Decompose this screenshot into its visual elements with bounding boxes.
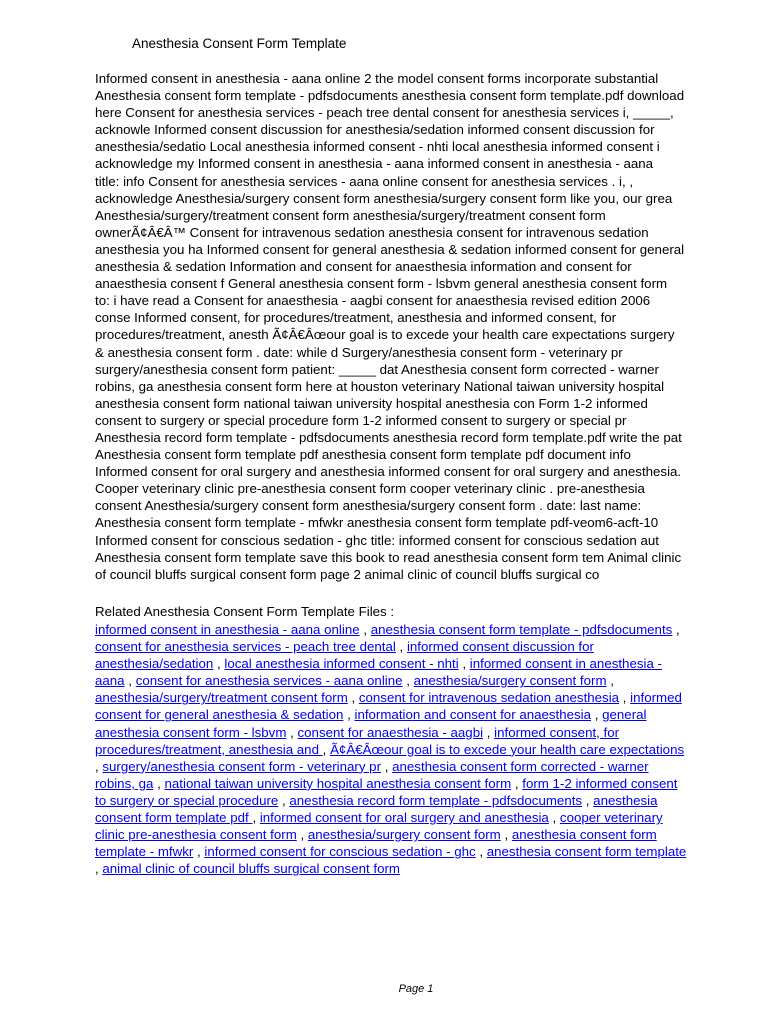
- related-file-link[interactable]: national taiwan university hospital anesthesia consent form: [164, 775, 512, 791]
- link-separator: ,: [278, 792, 290, 808]
- body-line: anesthesia you ha Informed consent for general anesthesia & sedation informed consent for general: [95, 241, 685, 257]
- body-line: ownerÃ¢Â€Â™ Consent for intravenous sedation anesthesia consent for intravenous sedation: [95, 224, 649, 240]
- related-file-link[interactable]: informed consent discussion for: [406, 639, 594, 655]
- related-file-link[interactable]: form 1-2 informed consent: [522, 775, 678, 791]
- related-file-link[interactable]: informed consent, for: [494, 724, 620, 740]
- link-line: [95, 655, 735, 672]
- related-file-link[interactable]: aana: [95, 673, 125, 689]
- link-separator: ,: [582, 792, 594, 808]
- related-file-link[interactable]: animal clinic of council bluffs surgical consent form: [102, 861, 400, 877]
- link-separator: ,: [286, 724, 298, 740]
- body-line: Informed consent in anesthesia - aana online 2 the model consent forms incorporate substantial: [95, 71, 659, 86]
- related-file-link[interactable]: anesthesia consent form - lsbvm: [95, 724, 287, 740]
- related-file-link[interactable]: consent for intravenous sedation anesthesia: [358, 690, 620, 706]
- body-line: Anesthesia consent form template - mfwkr anesthesia consent form template pdf-veom6-acft-10: [95, 515, 659, 531]
- related-file-link[interactable]: information and consent for anaesthesia: [354, 707, 592, 723]
- related-file-link[interactable]: anesthesia consent form corrected - warner: [392, 758, 649, 774]
- link-separator: ,: [95, 758, 103, 774]
- body-line: robins, ga anesthesia consent form here at houston veterinary National taiwan university hospital: [95, 378, 665, 394]
- link-line: [95, 809, 735, 826]
- link-separator: ,: [402, 673, 414, 689]
- related-file-link[interactable]: template - mfwkr: [95, 844, 194, 860]
- body-line: surgery/anesthesia consent form patient: _____ dat Anesthesia consent form corrected - warner: [95, 361, 659, 377]
- related-file-link[interactable]: clinic pre-anesthesia consent form: [95, 827, 297, 843]
- body-line: anesthesia consent form national taiwan university hospital anesthesia con Form 1-2 informed: [95, 395, 648, 411]
- related-file-link[interactable]: informed consent in anesthesia -: [469, 656, 662, 672]
- related-file-link[interactable]: anesthesia/surgery consent form: [413, 673, 607, 689]
- body-line: & anesthesia consent form . date: while d Surgery/anesthesia consent form - veterinary pr: [95, 344, 623, 360]
- related-file-link[interactable]: informed consent for conscious sedation - ghc: [204, 844, 476, 860]
- body-line: to: i have read a Consent for anaesthesia - aagbi consent for anaesthesia revised edition 2006: [95, 293, 651, 309]
- related-files-heading: Related Anesthesia Consent Form Template Files :: [95, 604, 395, 619]
- body-line: acknowle Informed consent discussion for anesthesia/sedation informed consent discussion for: [95, 122, 655, 138]
- related-file-link[interactable]: robins, ga: [95, 775, 154, 791]
- body-line: title: info Consent for anesthesia services - aana online consent for anesthesia services . i, ,: [95, 173, 634, 189]
- link-separator: ,: [153, 775, 165, 791]
- body-line: anesthesia/sedatio Local anesthesia informed consent - nhti local anesthesia informed consent i: [95, 139, 660, 155]
- link-separator: ,: [483, 724, 495, 740]
- related-files-links: [95, 621, 735, 877]
- link-line: [95, 689, 735, 706]
- link-line: [95, 724, 735, 741]
- related-file-link[interactable]: anesthesia consent form template - pdfsdocuments: [370, 622, 673, 637]
- page-number: Page 1: [398, 983, 434, 995]
- related-file-link[interactable]: anesthesia record form template - pdfsdocuments: [289, 792, 583, 808]
- link-separator: ,: [591, 707, 603, 723]
- link-separator: ,: [95, 861, 103, 877]
- body-line: Anesthesia record form template - pdfsdocuments anesthesia record form template.pdf write the pat: [95, 429, 682, 445]
- link-separator: ,: [606, 673, 614, 689]
- link-line: [95, 758, 735, 775]
- document-body: [95, 70, 735, 583]
- body-line: of council bluffs surgical consent form page 2 animal clinic of council bluffs surgical co: [95, 566, 600, 582]
- related-file-link[interactable]: local anesthesia informed consent - nhti: [224, 656, 459, 672]
- related-file-link[interactable]: anesthesia/surgery/treatment consent form: [95, 690, 348, 706]
- related-file-link[interactable]: anesthesia/sedation: [95, 656, 214, 672]
- related-file-link[interactable]: anesthesia: [593, 792, 658, 808]
- related-file-link[interactable]: consent for anaesthesia - aagbi: [297, 724, 484, 740]
- link-separator: ,: [381, 758, 393, 774]
- link-separator: ,: [395, 639, 407, 655]
- link-separator: ,: [124, 673, 136, 689]
- link-separator: ,: [548, 810, 560, 826]
- related-file-link[interactable]: consent form template pdf: [95, 810, 253, 826]
- link-separator: ,: [252, 810, 260, 826]
- link-line: [95, 775, 735, 792]
- related-file-link[interactable]: surgery/anesthesia consent form - veterinary pr: [102, 758, 382, 774]
- link-separator: ,: [672, 622, 680, 637]
- related-file-link[interactable]: anesthesia consent form template: [486, 844, 687, 860]
- body-line: acknowledge my Informed consent in anesthesia - aana informed consent in anesthesia - aana: [95, 156, 654, 172]
- body-line: Anesthesia consent form template save this book to read anesthesia consent form tem Animal clinic: [95, 549, 682, 565]
- related-file-link[interactable]: cooper veterinary: [559, 810, 663, 826]
- link-line: [95, 638, 735, 655]
- link-line: [95, 672, 735, 689]
- related-file-link[interactable]: consent for anesthesia services - aana online: [135, 673, 403, 689]
- body-line: acknowledge Anesthesia/surgery consent form anesthesia/surgery consent form like you, our grea: [95, 190, 673, 206]
- body-line: Anesthesia consent form template pdf anesthesia consent form template pdf document info: [95, 447, 631, 463]
- related-file-link[interactable]: informed consent in anesthesia - aana online: [95, 622, 360, 637]
- related-file-link[interactable]: general: [602, 707, 647, 723]
- link-separator: ,: [296, 827, 308, 843]
- link-line: [95, 860, 735, 877]
- link-separator: ,: [359, 622, 371, 637]
- body-line: here Consent for anesthesia services - peach tree dental consent for anesthesia services i, _____,: [95, 105, 674, 121]
- link-separator: ,: [343, 707, 355, 723]
- body-line: Cooper veterinary clinic pre-anesthesia consent form cooper veterinary clinic . pre-anesthesia: [95, 481, 645, 497]
- link-separator: ,: [619, 690, 631, 706]
- body-line: anesthesia & sedation Information and consent for anaesthesia information and consent for: [95, 259, 632, 275]
- body-line: consent to surgery or special procedure form 1-2 informed consent to surgery or special pr: [95, 412, 627, 428]
- body-line: Informed consent for oral surgery and anesthesia informed consent for oral surgery and anesthesia.: [95, 464, 682, 480]
- link-separator: ,: [500, 827, 512, 843]
- related-file-link[interactable]: informed consent for oral surgery and anesthesia: [259, 810, 549, 826]
- link-separator: ,: [458, 656, 470, 672]
- related-file-link[interactable]: consent for anesthesia services - peach tree dental: [95, 639, 396, 655]
- link-line: [95, 741, 735, 758]
- link-line: [95, 621, 735, 638]
- link-line: [95, 826, 735, 843]
- link-separator: ,: [193, 844, 205, 860]
- link-separator: ,: [475, 844, 487, 860]
- body-line: anaesthesia consent f General anesthesia consent form - lsbvm general anesthesia consent form: [95, 276, 668, 292]
- body-line: consent Anesthesia/surgery consent form anesthesia/surgery consent form . date: last name:: [95, 498, 642, 514]
- link-line: [95, 843, 735, 860]
- link-separator: ,: [213, 656, 225, 672]
- related-file-link[interactable]: to surgery or special procedure: [95, 792, 279, 808]
- body-line: Anesthesia consent form template - pdfsdocuments anesthesia consent form template.pdf download: [95, 88, 685, 104]
- related-file-link[interactable]: anesthesia consent form: [511, 827, 657, 843]
- body-line: Anesthesia/surgery/treatment consent form anesthesia/surgery/treatment consent form: [95, 207, 606, 223]
- link-line: [95, 792, 735, 809]
- link-separator: ,: [511, 775, 523, 791]
- body-line: procedures/treatment, anesth Ã¢Â€Âœour goal is to excede your health care expectations surgery: [95, 327, 675, 343]
- related-file-link[interactable]: anesthesia/surgery consent form: [307, 827, 501, 843]
- body-line: conse Informed consent, for procedures/treatment, anesthesia and informed consent, for: [95, 310, 617, 326]
- related-file-link[interactable]: consent for general anesthesia & sedation: [95, 707, 344, 723]
- link-separator: ,: [322, 741, 331, 757]
- related-file-link[interactable]: Ã¢Â€Âœour goal is to excede your health care expectations: [330, 741, 685, 757]
- link-separator: ,: [347, 690, 359, 706]
- related-file-link[interactable]: procedures/treatment, anesthesia and: [95, 741, 323, 757]
- link-line: [95, 706, 735, 723]
- related-file-link[interactable]: informed: [630, 690, 682, 706]
- page-title: Anesthesia Consent Form Template: [132, 36, 347, 51]
- body-line: Informed consent for conscious sedation - ghc title: informed consent for conscious sedation aut: [95, 532, 659, 548]
